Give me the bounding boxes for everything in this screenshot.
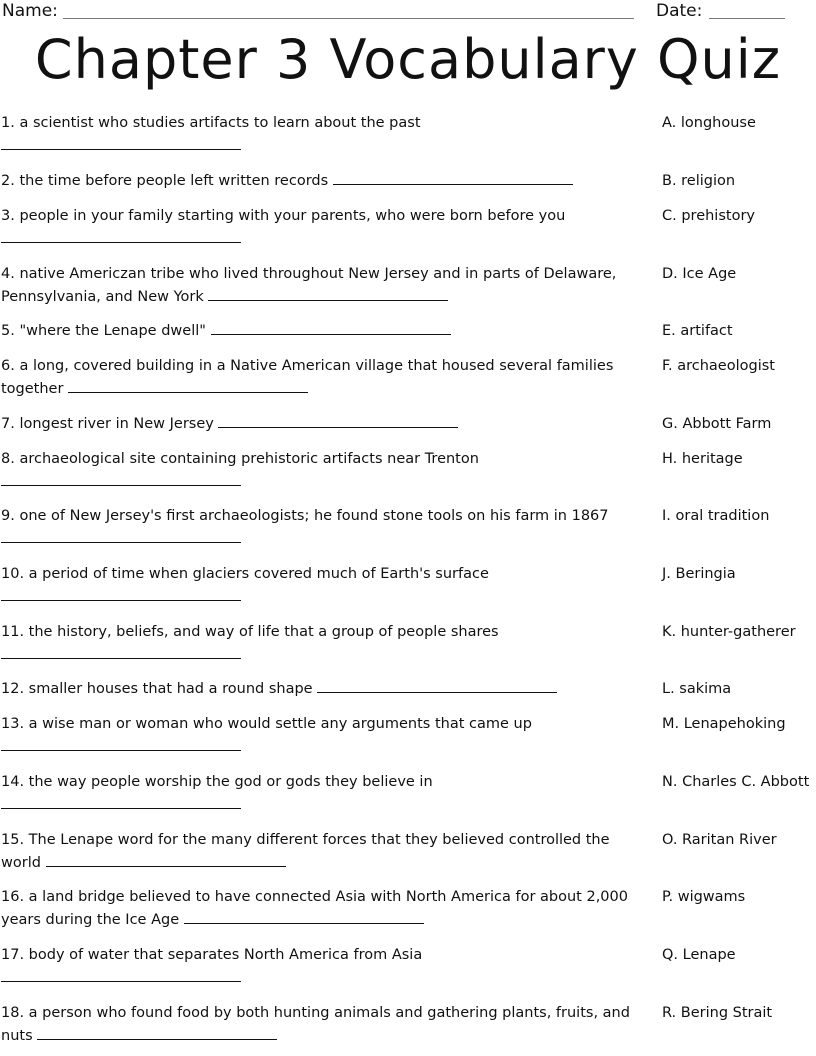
answer-blank[interactable] (1, 230, 241, 243)
question-5 (1, 320, 641, 343)
answer-option-l: L. sakima (662, 681, 732, 697)
answer-blank[interactable] (333, 172, 573, 185)
question-text: 2. the time before people left written records (1, 173, 329, 189)
question-text: 10. a period of time when glaciers covered much of Earth's surface (1, 566, 489, 582)
answer-option-i: I. oral tradition (662, 508, 770, 524)
name-label: Name: (2, 1, 58, 21)
answer-option-h: H. heritage (662, 451, 743, 467)
question-14 (1, 771, 641, 817)
question-text: 13. a wise man or woman who would settle any arguments that came up (1, 716, 532, 732)
answer-blank[interactable] (1, 738, 241, 751)
question-1 (1, 112, 641, 158)
answer-blank[interactable] (1, 530, 241, 543)
date-label: Date: (656, 1, 703, 21)
question-11 (1, 621, 641, 667)
question-text: 4. native Americzan tribe who lived throughout New Jersey and in parts of Delaware, Pennsylvania, and New York (1, 266, 617, 305)
question-text: 14. the way people worship the god or gods they believe in (1, 774, 433, 790)
question-text: 17. body of water that separates North America from Asia (1, 947, 423, 963)
answer-blank[interactable] (317, 680, 557, 693)
answer-blank[interactable] (1, 796, 241, 809)
question-10 (1, 563, 641, 609)
answer-option-d: D. Ice Age (662, 266, 737, 282)
answer-blank[interactable] (1, 646, 241, 659)
question-4 (1, 263, 641, 309)
answer-blank[interactable] (208, 288, 448, 301)
answer-option-f: F. archaeologist (662, 358, 775, 374)
answer-option-p: P. wigwams (662, 889, 746, 905)
answer-option-c: C. prehistory (662, 208, 755, 224)
question-17 (1, 944, 641, 990)
answer-blank[interactable] (1, 137, 241, 150)
answer-blank[interactable] (68, 380, 308, 393)
answer-blank[interactable] (218, 415, 458, 428)
question-text: 16. a land bridge believed to have connected Asia with North America for about 2,000 years during the Ice Age (1, 889, 628, 928)
question-16 (1, 886, 641, 932)
question-text: 15. The Lenape word for the many different forces that they believed controlled the world (1, 832, 610, 871)
question-text: 8. archaeological site containing prehistoric artifacts near Trenton (1, 451, 479, 467)
answer-option-n: N. Charles C. Abbott (662, 774, 810, 790)
answer-blank[interactable] (1, 969, 241, 982)
question-15 (1, 829, 641, 875)
answer-blank[interactable] (184, 911, 424, 924)
answer-option-a: A. longhouse (662, 115, 756, 131)
answer-option-e: E. artifact (662, 323, 733, 339)
question-text: 11. the history, beliefs, and way of life that a group of people shares (1, 624, 499, 640)
question-18 (1, 1002, 641, 1048)
question-text: 9. one of New Jersey's first archaeologists; he found stone tools on his farm in 1867 (1, 508, 609, 524)
question-text: 3. people in your family starting with your parents, who were born before you (1, 208, 566, 224)
answer-blank[interactable] (1, 473, 241, 486)
answer-blank[interactable] (46, 854, 286, 867)
question-13 (1, 713, 641, 759)
answer-option-k: K. hunter-gatherer (662, 624, 796, 640)
question-3 (1, 205, 641, 251)
name-field[interactable] (63, 18, 634, 19)
question-6 (1, 355, 641, 401)
question-2 (1, 170, 641, 193)
date-field[interactable] (709, 18, 785, 19)
question-12 (1, 678, 641, 701)
answer-blank[interactable] (211, 322, 451, 335)
question-text: 1. a scientist who studies artifacts to learn about the past (1, 115, 421, 131)
question-text: 7. longest river in New Jersey (1, 416, 214, 432)
answer-option-r: R. Bering Strait (662, 1005, 773, 1021)
question-9 (1, 505, 641, 551)
answer-option-j: J. Beringia (662, 566, 736, 582)
question-8 (1, 448, 641, 494)
answer-option-m: M. Lenapehoking (662, 716, 786, 732)
answer-option-b: B. religion (662, 173, 736, 189)
question-text: 12. smaller houses that had a round shape (1, 681, 313, 697)
header-row (0, 0, 816, 24)
answer-option-o: O. Raritan River (662, 832, 777, 848)
question-text: 6. a long, covered building in a Native American village that housed several families together (1, 358, 614, 397)
answer-blank[interactable] (1, 588, 241, 601)
answer-blank[interactable] (37, 1027, 277, 1040)
question-7 (1, 413, 641, 436)
question-text: 18. a person who found food by both hunting animals and gathering plants, fruits, and nuts (1, 1005, 630, 1044)
answer-option-q: Q. Lenape (662, 947, 736, 963)
page-title: Chapter 3 Vocabulary Quiz (34, 28, 782, 91)
question-text: 5. "where the Lenape dwell" (1, 323, 206, 339)
answer-option-g: G. Abbott Farm (662, 416, 772, 432)
